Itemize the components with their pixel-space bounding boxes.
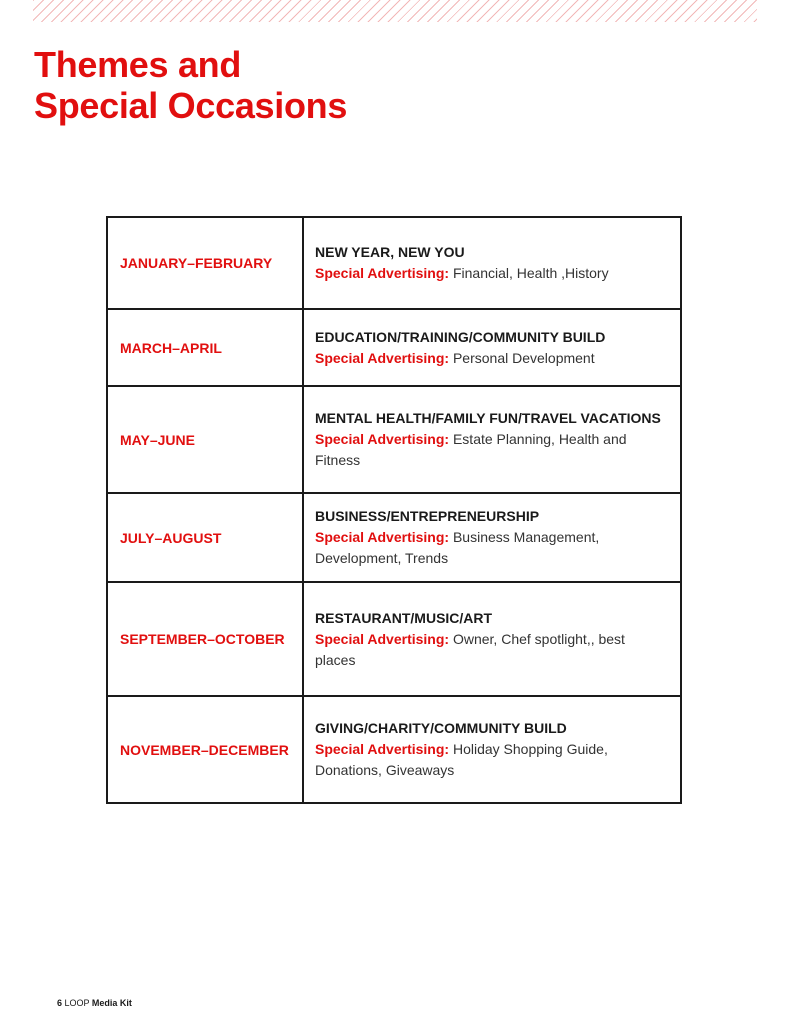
special-advertising-text: Owner, Chef spotlight,, best places (315, 630, 625, 668)
details-cell (303, 582, 681, 696)
table-row (107, 309, 681, 386)
page-footer (57, 998, 132, 1008)
special-advertising (315, 629, 668, 671)
special-advertising-label: Special Advertising: (315, 529, 450, 545)
special-advertising (315, 429, 668, 471)
theme-title: RESTAURANT/MUSIC/ART (315, 609, 493, 626)
details-cell (303, 309, 681, 386)
months-cell: NOVEMBER–DECEMBER (107, 696, 303, 803)
months-cell: MAY–JUNE (107, 386, 303, 493)
table-row (107, 582, 681, 696)
details-cell (303, 386, 681, 493)
special-advertising-label: Special Advertising: (315, 431, 450, 447)
special-advertising-label: Special Advertising: (315, 630, 450, 647)
months-cell: SEPTEMBER–OCTOBER (107, 582, 303, 696)
theme-title: NEW YEAR, NEW YOU (315, 244, 465, 260)
special-advertising-text: Estate Planning, Health and Fitness (315, 431, 627, 468)
months-cell: MARCH–APRIL (107, 309, 303, 386)
table-row (107, 493, 681, 582)
page-title-line-2: Special Occasions (34, 85, 348, 126)
page-title (34, 44, 347, 126)
special-advertising-text: Personal Development (452, 349, 595, 366)
table-row (107, 217, 681, 309)
theme-title: GIVING/CHARITY/COMMUNITY BUILD (315, 720, 567, 736)
details-cell (303, 217, 681, 309)
special-advertising (315, 739, 668, 781)
page-number: 6 (57, 998, 63, 1008)
page-title-line-1: Themes and (34, 44, 242, 85)
months-cell: JANUARY–FEBRUARY (107, 217, 303, 309)
header-hatch-decoration (33, 0, 757, 22)
theme-title: BUSINESS/ENTREPRENEURSHIP (315, 508, 540, 524)
special-advertising (315, 348, 668, 369)
theme-title: MENTAL HEALTH/FAMILY FUN/TRAVEL VACATIONS (315, 410, 661, 426)
themes-table (106, 216, 682, 804)
details-cell (303, 696, 681, 803)
footer-doc-name: Media Kit (91, 998, 132, 1008)
table-row (107, 696, 681, 803)
special-advertising-label: Special Advertising: (315, 349, 450, 366)
special-advertising-text: Holiday Shopping Guide, Donations, Giveaways (315, 741, 608, 778)
footer-brand: LOOP (64, 998, 90, 1008)
details-cell (303, 493, 681, 582)
special-advertising-label: Special Advertising: (315, 265, 450, 281)
months-cell: JULY–AUGUST (107, 493, 303, 582)
theme-title: EDUCATION/TRAINING/COMMUNITY BUILD (315, 328, 606, 345)
special-advertising (315, 263, 668, 284)
table-row (107, 386, 681, 493)
special-advertising-text: Financial, Health ,History (452, 265, 609, 281)
special-advertising-label: Special Advertising: (315, 741, 450, 757)
special-advertising-text: Business Management, Development, Trends (315, 529, 600, 566)
special-advertising (315, 527, 668, 569)
